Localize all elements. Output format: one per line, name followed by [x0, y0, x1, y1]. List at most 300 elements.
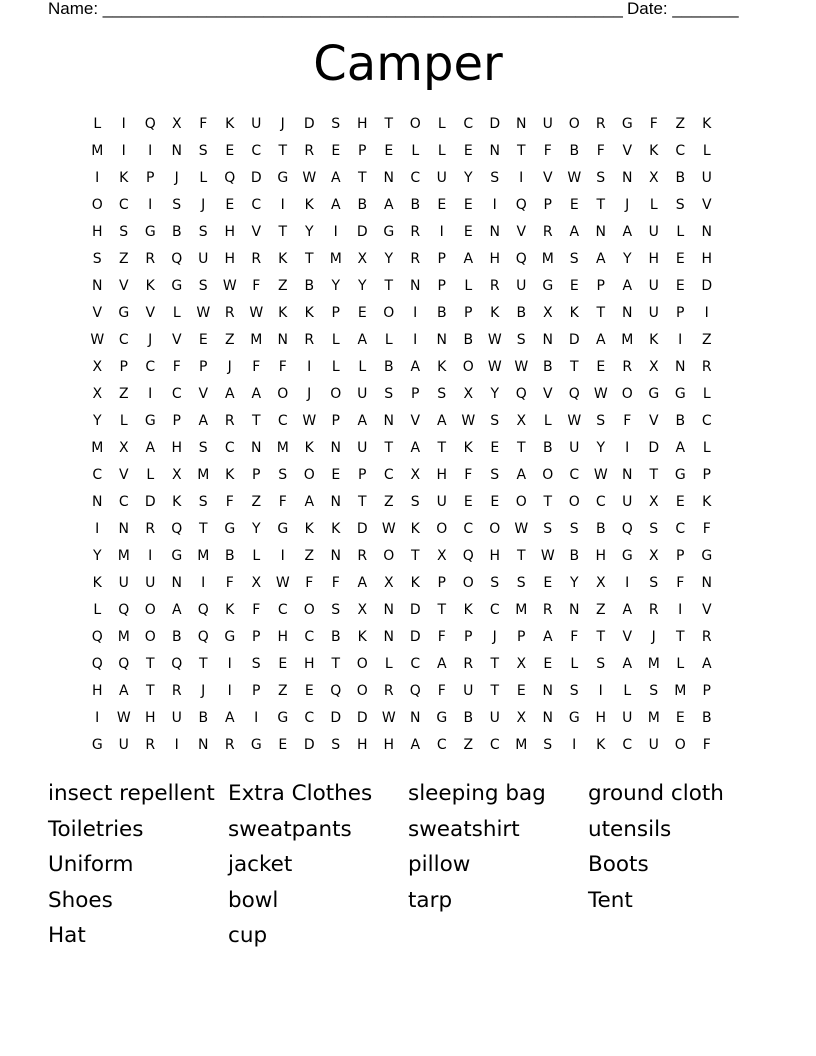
- grid-letter[interactable]: L: [437, 116, 446, 132]
- grid-letter[interactable]: R: [542, 602, 553, 618]
- grid-letter[interactable]: O: [515, 494, 527, 510]
- grid-letter[interactable]: Q: [515, 251, 527, 267]
- grid-letter[interactable]: I: [413, 305, 418, 321]
- grid-letter[interactable]: A: [410, 440, 421, 456]
- grid-letter[interactable]: T: [437, 440, 447, 456]
- grid-letter[interactable]: O: [277, 386, 289, 402]
- grid-letter[interactable]: H: [91, 224, 103, 240]
- grid-letter[interactable]: M: [674, 683, 687, 699]
- grid-letter[interactable]: C: [701, 413, 712, 429]
- grid-letter[interactable]: I: [678, 602, 683, 618]
- grid-letter[interactable]: O: [303, 467, 315, 483]
- grid-letter[interactable]: D: [303, 737, 315, 753]
- grid-letter[interactable]: H: [595, 548, 607, 564]
- grid-letter[interactable]: A: [595, 251, 606, 267]
- grid-letter[interactable]: W: [381, 710, 396, 726]
- grid-letter[interactable]: E: [569, 278, 579, 294]
- grid-letter[interactable]: K: [304, 521, 314, 537]
- grid-letter[interactable]: I: [598, 683, 603, 699]
- grid-letter[interactable]: C: [463, 521, 474, 537]
- grid-letter[interactable]: Y: [384, 251, 394, 267]
- grid-letter[interactable]: X: [92, 386, 103, 402]
- grid-letter[interactable]: U: [489, 710, 500, 726]
- grid-letter[interactable]: Z: [277, 683, 288, 699]
- grid-letter[interactable]: L: [702, 386, 711, 402]
- grid-letter[interactable]: U: [198, 251, 209, 267]
- grid-letter[interactable]: Z: [383, 494, 394, 510]
- grid-letter[interactable]: G: [648, 386, 660, 402]
- grid-letter[interactable]: R: [489, 278, 500, 294]
- grid-letter[interactable]: N: [542, 332, 553, 348]
- grid-letter[interactable]: G: [674, 467, 686, 483]
- grid-letter[interactable]: X: [648, 359, 659, 375]
- grid-letter[interactable]: A: [463, 251, 474, 267]
- grid-letter[interactable]: I: [227, 683, 232, 699]
- grid-letter[interactable]: G: [171, 278, 183, 294]
- grid-letter[interactable]: N: [198, 737, 209, 753]
- grid-letter[interactable]: C: [277, 602, 288, 618]
- grid-letter[interactable]: K: [463, 602, 473, 618]
- grid-letter[interactable]: Z: [251, 494, 262, 510]
- grid-letter[interactable]: H: [489, 548, 501, 564]
- grid-letter[interactable]: X: [648, 548, 659, 564]
- grid-letter[interactable]: I: [280, 548, 285, 564]
- grid-letter[interactable]: D: [409, 602, 421, 618]
- grid-letter[interactable]: D: [489, 116, 501, 132]
- grid-letter[interactable]: V: [701, 197, 712, 213]
- grid-letter[interactable]: N: [330, 494, 341, 510]
- grid-letter[interactable]: V: [701, 602, 712, 618]
- grid-letter[interactable]: V: [251, 224, 262, 240]
- grid-letter[interactable]: S: [490, 170, 500, 186]
- grid-letter[interactable]: K: [92, 575, 102, 591]
- grid-letter[interactable]: O: [144, 629, 156, 645]
- grid-letter[interactable]: M: [197, 548, 210, 564]
- grid-letter[interactable]: G: [621, 116, 633, 132]
- grid-letter[interactable]: P: [596, 278, 605, 294]
- grid-letter[interactable]: G: [674, 386, 686, 402]
- grid-letter[interactable]: H: [171, 440, 183, 456]
- grid-letter[interactable]: B: [330, 629, 341, 645]
- grid-letter[interactable]: A: [436, 656, 447, 672]
- grid-letter[interactable]: W: [302, 413, 317, 429]
- grid-letter[interactable]: D: [303, 116, 315, 132]
- grid-letter[interactable]: U: [118, 575, 129, 591]
- grid-letter[interactable]: X: [92, 359, 103, 375]
- grid-letter[interactable]: E: [569, 197, 579, 213]
- grid-letter[interactable]: A: [516, 467, 527, 483]
- grid-letter[interactable]: C: [383, 467, 394, 483]
- grid-letter[interactable]: W: [461, 413, 476, 429]
- grid-letter[interactable]: U: [171, 710, 182, 726]
- grid-letter[interactable]: R: [701, 359, 712, 375]
- grid-letter[interactable]: L: [570, 656, 579, 672]
- grid-letter[interactable]: U: [357, 386, 368, 402]
- grid-letter[interactable]: N: [516, 116, 527, 132]
- grid-letter[interactable]: N: [330, 548, 341, 564]
- grid-letter[interactable]: C: [675, 143, 686, 159]
- grid-letter[interactable]: W: [593, 467, 608, 483]
- grid-letter[interactable]: N: [277, 332, 288, 348]
- grid-letter[interactable]: Y: [92, 548, 102, 564]
- grid-letter[interactable]: A: [224, 386, 235, 402]
- grid-letter[interactable]: Y: [92, 413, 102, 429]
- grid-letter[interactable]: E: [198, 332, 208, 348]
- grid-letter[interactable]: O: [674, 737, 686, 753]
- grid-letter[interactable]: M: [117, 629, 130, 645]
- grid-letter[interactable]: T: [331, 656, 341, 672]
- grid-letter[interactable]: B: [463, 710, 474, 726]
- grid-letter[interactable]: T: [543, 494, 553, 510]
- grid-letter[interactable]: B: [357, 197, 368, 213]
- grid-letter[interactable]: E: [675, 278, 685, 294]
- grid-letter[interactable]: N: [118, 521, 129, 537]
- grid-letter[interactable]: C: [436, 737, 447, 753]
- grid-letter[interactable]: W: [567, 170, 582, 186]
- grid-letter[interactable]: U: [622, 494, 633, 510]
- grid-letter[interactable]: S: [198, 440, 208, 456]
- grid-letter[interactable]: D: [648, 440, 660, 456]
- grid-letter[interactable]: U: [648, 278, 659, 294]
- grid-letter[interactable]: I: [307, 359, 312, 375]
- grid-letter[interactable]: W: [196, 305, 211, 321]
- grid-letter[interactable]: S: [490, 467, 500, 483]
- grid-letter[interactable]: Q: [330, 683, 342, 699]
- grid-letter[interactable]: I: [121, 143, 126, 159]
- grid-letter[interactable]: A: [198, 413, 209, 429]
- name-field[interactable]: Name: _______________________________________________________: [48, 0, 623, 18]
- grid-letter[interactable]: T: [675, 629, 685, 645]
- grid-letter[interactable]: X: [516, 656, 527, 672]
- grid-letter[interactable]: C: [410, 170, 421, 186]
- grid-letter[interactable]: G: [277, 521, 289, 537]
- grid-letter[interactable]: N: [622, 467, 633, 483]
- grid-letter[interactable]: T: [569, 359, 579, 375]
- grid-letter[interactable]: K: [702, 494, 712, 510]
- grid-letter[interactable]: S: [384, 386, 394, 402]
- grid-letter[interactable]: G: [701, 548, 713, 564]
- grid-letter[interactable]: F: [543, 143, 552, 159]
- grid-letter[interactable]: R: [224, 305, 235, 321]
- grid-letter[interactable]: E: [675, 494, 685, 510]
- grid-letter[interactable]: C: [224, 440, 235, 456]
- grid-letter[interactable]: U: [569, 440, 580, 456]
- grid-letter[interactable]: S: [490, 413, 500, 429]
- grid-letter[interactable]: W: [593, 386, 608, 402]
- grid-letter[interactable]: Y: [463, 170, 473, 186]
- grid-letter[interactable]: K: [278, 305, 288, 321]
- grid-letter[interactable]: B: [171, 629, 182, 645]
- grid-letter[interactable]: E: [543, 656, 553, 672]
- grid-letter[interactable]: B: [595, 521, 606, 537]
- grid-letter[interactable]: K: [649, 332, 659, 348]
- grid-letter[interactable]: I: [148, 143, 153, 159]
- grid-letter[interactable]: S: [198, 278, 208, 294]
- grid-letter[interactable]: K: [172, 494, 182, 510]
- grid-letter[interactable]: O: [330, 386, 342, 402]
- grid-letter[interactable]: I: [572, 737, 577, 753]
- grid-letter[interactable]: E: [278, 737, 288, 753]
- grid-letter[interactable]: X: [410, 467, 421, 483]
- grid-letter[interactable]: B: [410, 197, 421, 213]
- grid-letter[interactable]: U: [542, 116, 553, 132]
- grid-letter[interactable]: R: [171, 683, 182, 699]
- grid-letter[interactable]: N: [171, 575, 182, 591]
- grid-letter[interactable]: K: [304, 197, 314, 213]
- grid-letter[interactable]: T: [357, 494, 367, 510]
- grid-letter[interactable]: P: [464, 629, 473, 645]
- grid-letter[interactable]: R: [304, 332, 315, 348]
- grid-letter[interactable]: C: [118, 332, 129, 348]
- grid-letter[interactable]: M: [621, 332, 634, 348]
- grid-letter[interactable]: X: [648, 494, 659, 510]
- grid-letter[interactable]: K: [225, 116, 235, 132]
- grid-letter[interactable]: L: [676, 224, 685, 240]
- grid-letter[interactable]: A: [304, 494, 315, 510]
- grid-letter[interactable]: A: [251, 386, 262, 402]
- grid-letter[interactable]: S: [596, 170, 606, 186]
- grid-letter[interactable]: S: [437, 386, 447, 402]
- grid-letter[interactable]: B: [542, 440, 553, 456]
- grid-letter[interactable]: N: [410, 278, 421, 294]
- grid-letter[interactable]: C: [489, 737, 500, 753]
- grid-letter[interactable]: D: [356, 521, 368, 537]
- grid-letter[interactable]: F: [464, 467, 473, 483]
- grid-letter[interactable]: X: [171, 116, 182, 132]
- grid-letter[interactable]: V: [171, 332, 182, 348]
- grid-letter[interactable]: L: [702, 143, 711, 159]
- grid-letter[interactable]: Q: [621, 521, 633, 537]
- grid-letter[interactable]: U: [118, 737, 129, 753]
- grid-letter[interactable]: Q: [91, 656, 103, 672]
- grid-letter[interactable]: N: [383, 413, 394, 429]
- grid-letter[interactable]: G: [144, 224, 156, 240]
- grid-letter[interactable]: B: [569, 143, 580, 159]
- grid-letter[interactable]: K: [304, 305, 314, 321]
- grid-letter[interactable]: I: [95, 521, 100, 537]
- grid-letter[interactable]: R: [701, 629, 712, 645]
- grid-letter[interactable]: R: [410, 224, 421, 240]
- grid-letter[interactable]: A: [330, 197, 341, 213]
- grid-letter[interactable]: E: [357, 305, 367, 321]
- grid-letter[interactable]: L: [93, 116, 102, 132]
- grid-letter[interactable]: S: [331, 602, 341, 618]
- grid-letter[interactable]: K: [278, 251, 288, 267]
- grid-letter[interactable]: K: [702, 116, 712, 132]
- grid-letter[interactable]: K: [225, 467, 235, 483]
- grid-letter[interactable]: T: [384, 278, 394, 294]
- grid-letter[interactable]: P: [331, 305, 340, 321]
- grid-letter[interactable]: L: [411, 143, 420, 159]
- grid-letter[interactable]: Q: [144, 116, 156, 132]
- grid-letter[interactable]: T: [357, 170, 367, 186]
- grid-letter[interactable]: N: [383, 629, 394, 645]
- grid-letter[interactable]: T: [437, 602, 447, 618]
- grid-letter[interactable]: I: [95, 170, 100, 186]
- grid-letter[interactable]: C: [92, 467, 103, 483]
- grid-letter[interactable]: O: [144, 602, 156, 618]
- grid-letter[interactable]: P: [437, 278, 446, 294]
- grid-letter[interactable]: B: [675, 170, 686, 186]
- grid-letter[interactable]: B: [516, 305, 527, 321]
- grid-letter[interactable]: E: [331, 143, 341, 159]
- grid-letter[interactable]: C: [622, 737, 633, 753]
- grid-letter[interactable]: T: [490, 683, 500, 699]
- grid-letter[interactable]: Z: [118, 251, 129, 267]
- grid-letter[interactable]: H: [303, 656, 315, 672]
- grid-letter[interactable]: P: [331, 413, 340, 429]
- grid-letter[interactable]: K: [410, 575, 420, 591]
- grid-letter[interactable]: C: [171, 386, 182, 402]
- grid-letter[interactable]: I: [704, 305, 709, 321]
- grid-letter[interactable]: O: [409, 116, 421, 132]
- grid-letter[interactable]: Z: [595, 602, 606, 618]
- grid-letter[interactable]: N: [595, 224, 606, 240]
- grid-letter[interactable]: V: [516, 224, 527, 240]
- grid-letter[interactable]: L: [358, 359, 367, 375]
- grid-letter[interactable]: V: [648, 413, 659, 429]
- grid-letter[interactable]: C: [489, 602, 500, 618]
- grid-letter[interactable]: H: [356, 737, 368, 753]
- grid-letter[interactable]: I: [333, 224, 338, 240]
- grid-letter[interactable]: S: [649, 521, 659, 537]
- grid-letter[interactable]: Q: [118, 656, 130, 672]
- grid-letter[interactable]: L: [543, 413, 552, 429]
- grid-letter[interactable]: S: [198, 494, 208, 510]
- grid-letter[interactable]: N: [489, 224, 500, 240]
- grid-letter[interactable]: N: [436, 332, 447, 348]
- grid-letter[interactable]: R: [648, 602, 659, 618]
- grid-letter[interactable]: A: [171, 602, 182, 618]
- grid-letter[interactable]: E: [596, 359, 606, 375]
- grid-letter[interactable]: W: [381, 521, 396, 537]
- grid-letter[interactable]: B: [463, 332, 474, 348]
- grid-letter[interactable]: T: [516, 143, 526, 159]
- grid-letter[interactable]: H: [436, 467, 448, 483]
- grid-letter[interactable]: S: [410, 494, 420, 510]
- grid-letter[interactable]: W: [487, 332, 502, 348]
- grid-letter[interactable]: D: [409, 629, 421, 645]
- grid-letter[interactable]: K: [145, 278, 155, 294]
- grid-letter[interactable]: J: [651, 629, 656, 645]
- grid-letter[interactable]: A: [410, 359, 421, 375]
- grid-letter[interactable]: B: [675, 413, 686, 429]
- grid-letter[interactable]: K: [569, 305, 579, 321]
- grid-letter[interactable]: U: [357, 440, 368, 456]
- grid-letter[interactable]: L: [199, 170, 208, 186]
- grid-letter[interactable]: C: [304, 629, 315, 645]
- grid-letter[interactable]: L: [437, 143, 446, 159]
- grid-letter[interactable]: H: [648, 251, 660, 267]
- grid-letter[interactable]: C: [595, 494, 606, 510]
- grid-letter[interactable]: S: [516, 332, 526, 348]
- grid-letter[interactable]: V: [622, 143, 633, 159]
- grid-letter[interactable]: T: [596, 629, 606, 645]
- grid-letter[interactable]: S: [198, 143, 208, 159]
- grid-letter[interactable]: A: [383, 197, 394, 213]
- grid-letter[interactable]: R: [383, 683, 394, 699]
- grid-letter[interactable]: I: [201, 575, 206, 591]
- grid-letter[interactable]: J: [201, 197, 206, 213]
- grid-letter[interactable]: X: [357, 602, 368, 618]
- grid-letter[interactable]: T: [596, 197, 606, 213]
- grid-letter[interactable]: W: [302, 170, 317, 186]
- grid-letter[interactable]: E: [490, 494, 500, 510]
- grid-letter[interactable]: W: [540, 548, 555, 564]
- grid-letter[interactable]: Z: [304, 548, 315, 564]
- grid-letter[interactable]: B: [171, 224, 182, 240]
- grid-letter[interactable]: J: [280, 116, 285, 132]
- grid-letter[interactable]: B: [224, 548, 235, 564]
- grid-letter[interactable]: N: [622, 170, 633, 186]
- grid-letter[interactable]: B: [436, 305, 447, 321]
- grid-letter[interactable]: K: [225, 602, 235, 618]
- grid-letter[interactable]: R: [224, 413, 235, 429]
- grid-letter[interactable]: G: [277, 170, 289, 186]
- grid-letter[interactable]: Z: [463, 737, 474, 753]
- grid-letter[interactable]: N: [701, 575, 712, 591]
- grid-letter[interactable]: C: [251, 143, 262, 159]
- grid-letter[interactable]: M: [515, 602, 528, 618]
- grid-letter[interactable]: F: [252, 602, 261, 618]
- grid-letter[interactable]: I: [519, 170, 524, 186]
- grid-letter[interactable]: Q: [197, 602, 209, 618]
- grid-letter[interactable]: O: [303, 602, 315, 618]
- grid-letter[interactable]: M: [91, 143, 104, 159]
- grid-letter[interactable]: C: [463, 116, 474, 132]
- grid-letter[interactable]: Q: [409, 683, 421, 699]
- grid-letter[interactable]: L: [172, 305, 181, 321]
- grid-letter[interactable]: S: [278, 467, 288, 483]
- grid-letter[interactable]: M: [329, 251, 342, 267]
- grid-letter[interactable]: O: [383, 548, 395, 564]
- grid-letter[interactable]: U: [145, 575, 156, 591]
- grid-letter[interactable]: E: [675, 251, 685, 267]
- grid-letter[interactable]: X: [648, 170, 659, 186]
- grid-letter[interactable]: F: [649, 116, 658, 132]
- grid-letter[interactable]: C: [410, 656, 421, 672]
- grid-letter[interactable]: N: [171, 143, 182, 159]
- grid-letter[interactable]: C: [251, 197, 262, 213]
- grid-letter[interactable]: N: [92, 494, 103, 510]
- grid-letter[interactable]: F: [252, 278, 261, 294]
- grid-letter[interactable]: B: [701, 710, 712, 726]
- grid-letter[interactable]: A: [569, 224, 580, 240]
- grid-letter[interactable]: P: [543, 197, 552, 213]
- grid-letter[interactable]: U: [251, 116, 262, 132]
- grid-letter[interactable]: B: [304, 278, 315, 294]
- grid-letter[interactable]: L: [702, 440, 711, 456]
- grid-letter[interactable]: T: [278, 224, 288, 240]
- grid-letter[interactable]: R: [357, 548, 368, 564]
- grid-letter[interactable]: F: [623, 413, 632, 429]
- grid-letter[interactable]: Y: [357, 278, 367, 294]
- grid-letter[interactable]: L: [146, 467, 155, 483]
- grid-letter[interactable]: I: [413, 332, 418, 348]
- grid-letter[interactable]: O: [621, 386, 633, 402]
- grid-letter[interactable]: Z: [277, 278, 288, 294]
- grid-letter[interactable]: H: [383, 737, 395, 753]
- grid-letter[interactable]: Y: [331, 278, 341, 294]
- grid-letter[interactable]: K: [119, 170, 129, 186]
- grid-letter[interactable]: L: [384, 332, 393, 348]
- grid-letter[interactable]: T: [304, 251, 314, 267]
- grid-letter[interactable]: P: [411, 386, 420, 402]
- grid-letter[interactable]: N: [542, 683, 553, 699]
- grid-letter[interactable]: J: [492, 629, 497, 645]
- grid-letter[interactable]: W: [222, 278, 237, 294]
- grid-letter[interactable]: I: [280, 197, 285, 213]
